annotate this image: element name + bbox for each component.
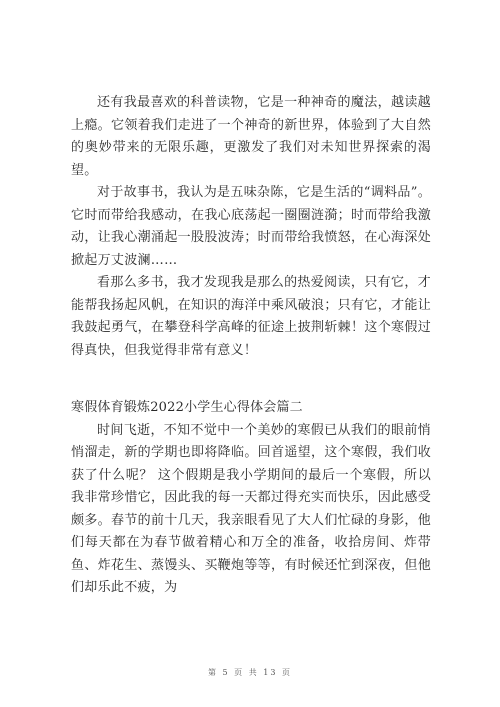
paragraph-science-books: 还有我最喜欢的科普读物，它是一种神奇的魔法，越读越上瘾。它领着我们走进了一个神奇的新世界，体验到了大自然的奥妙带来的无限乐趣，更激发了我们对未知世界探索的渴望。 (71, 95, 431, 178)
paragraph-story-books: 对于故事书，我认为是五味杂陈，它是生活的“调料品”。它时而带给我感动，在我心底荡起一圈圈涟漪；时而带给我激动，让我心潮涌起一股股波涛；时而带给我愤怒，在心海深处掀起万丈波澜…… (71, 185, 431, 268)
paragraph-love-reading: 看那么多书，我才发现我是那么的热爱阅读，只有它，才能帮我扬起风帆，在知识的海洋中乘风破浪；只有它，才能让我鼓起勇气，在攀登科学高峰的征途上披荆斩棘！这个寒假过得真快，但我觉得非常有意义！ (71, 275, 431, 358)
paragraph-winter-vacation: 时间飞逝，不知不觉中一个美妙的寒假已从我们的眼前悄悄溜走，新的学期也即将降临。回首遥望，这个寒假，我们收获了什么呢？ 这个假期是我小学期间的最后一个寒假，所以我非常珍惜它，因此我的每一天都过得充实而快乐，因此感受颇多。春节的前十几天，我亲眼看见了大人们忙碌的身影，他们每天都在为春节做着精心和万全的准备，收拾房间、炸带鱼、炸花生、蒸馒头、买鞭炮等等，有时候还忙到深夜，但他们却乐此不疲，为 (71, 422, 431, 595)
document-body (71, 92, 431, 600)
page-footer: 第 5 页 共 13 页 (208, 668, 292, 677)
section-heading: 寒假体育锻炼2022小学生心得体会篇二 (71, 400, 303, 415)
